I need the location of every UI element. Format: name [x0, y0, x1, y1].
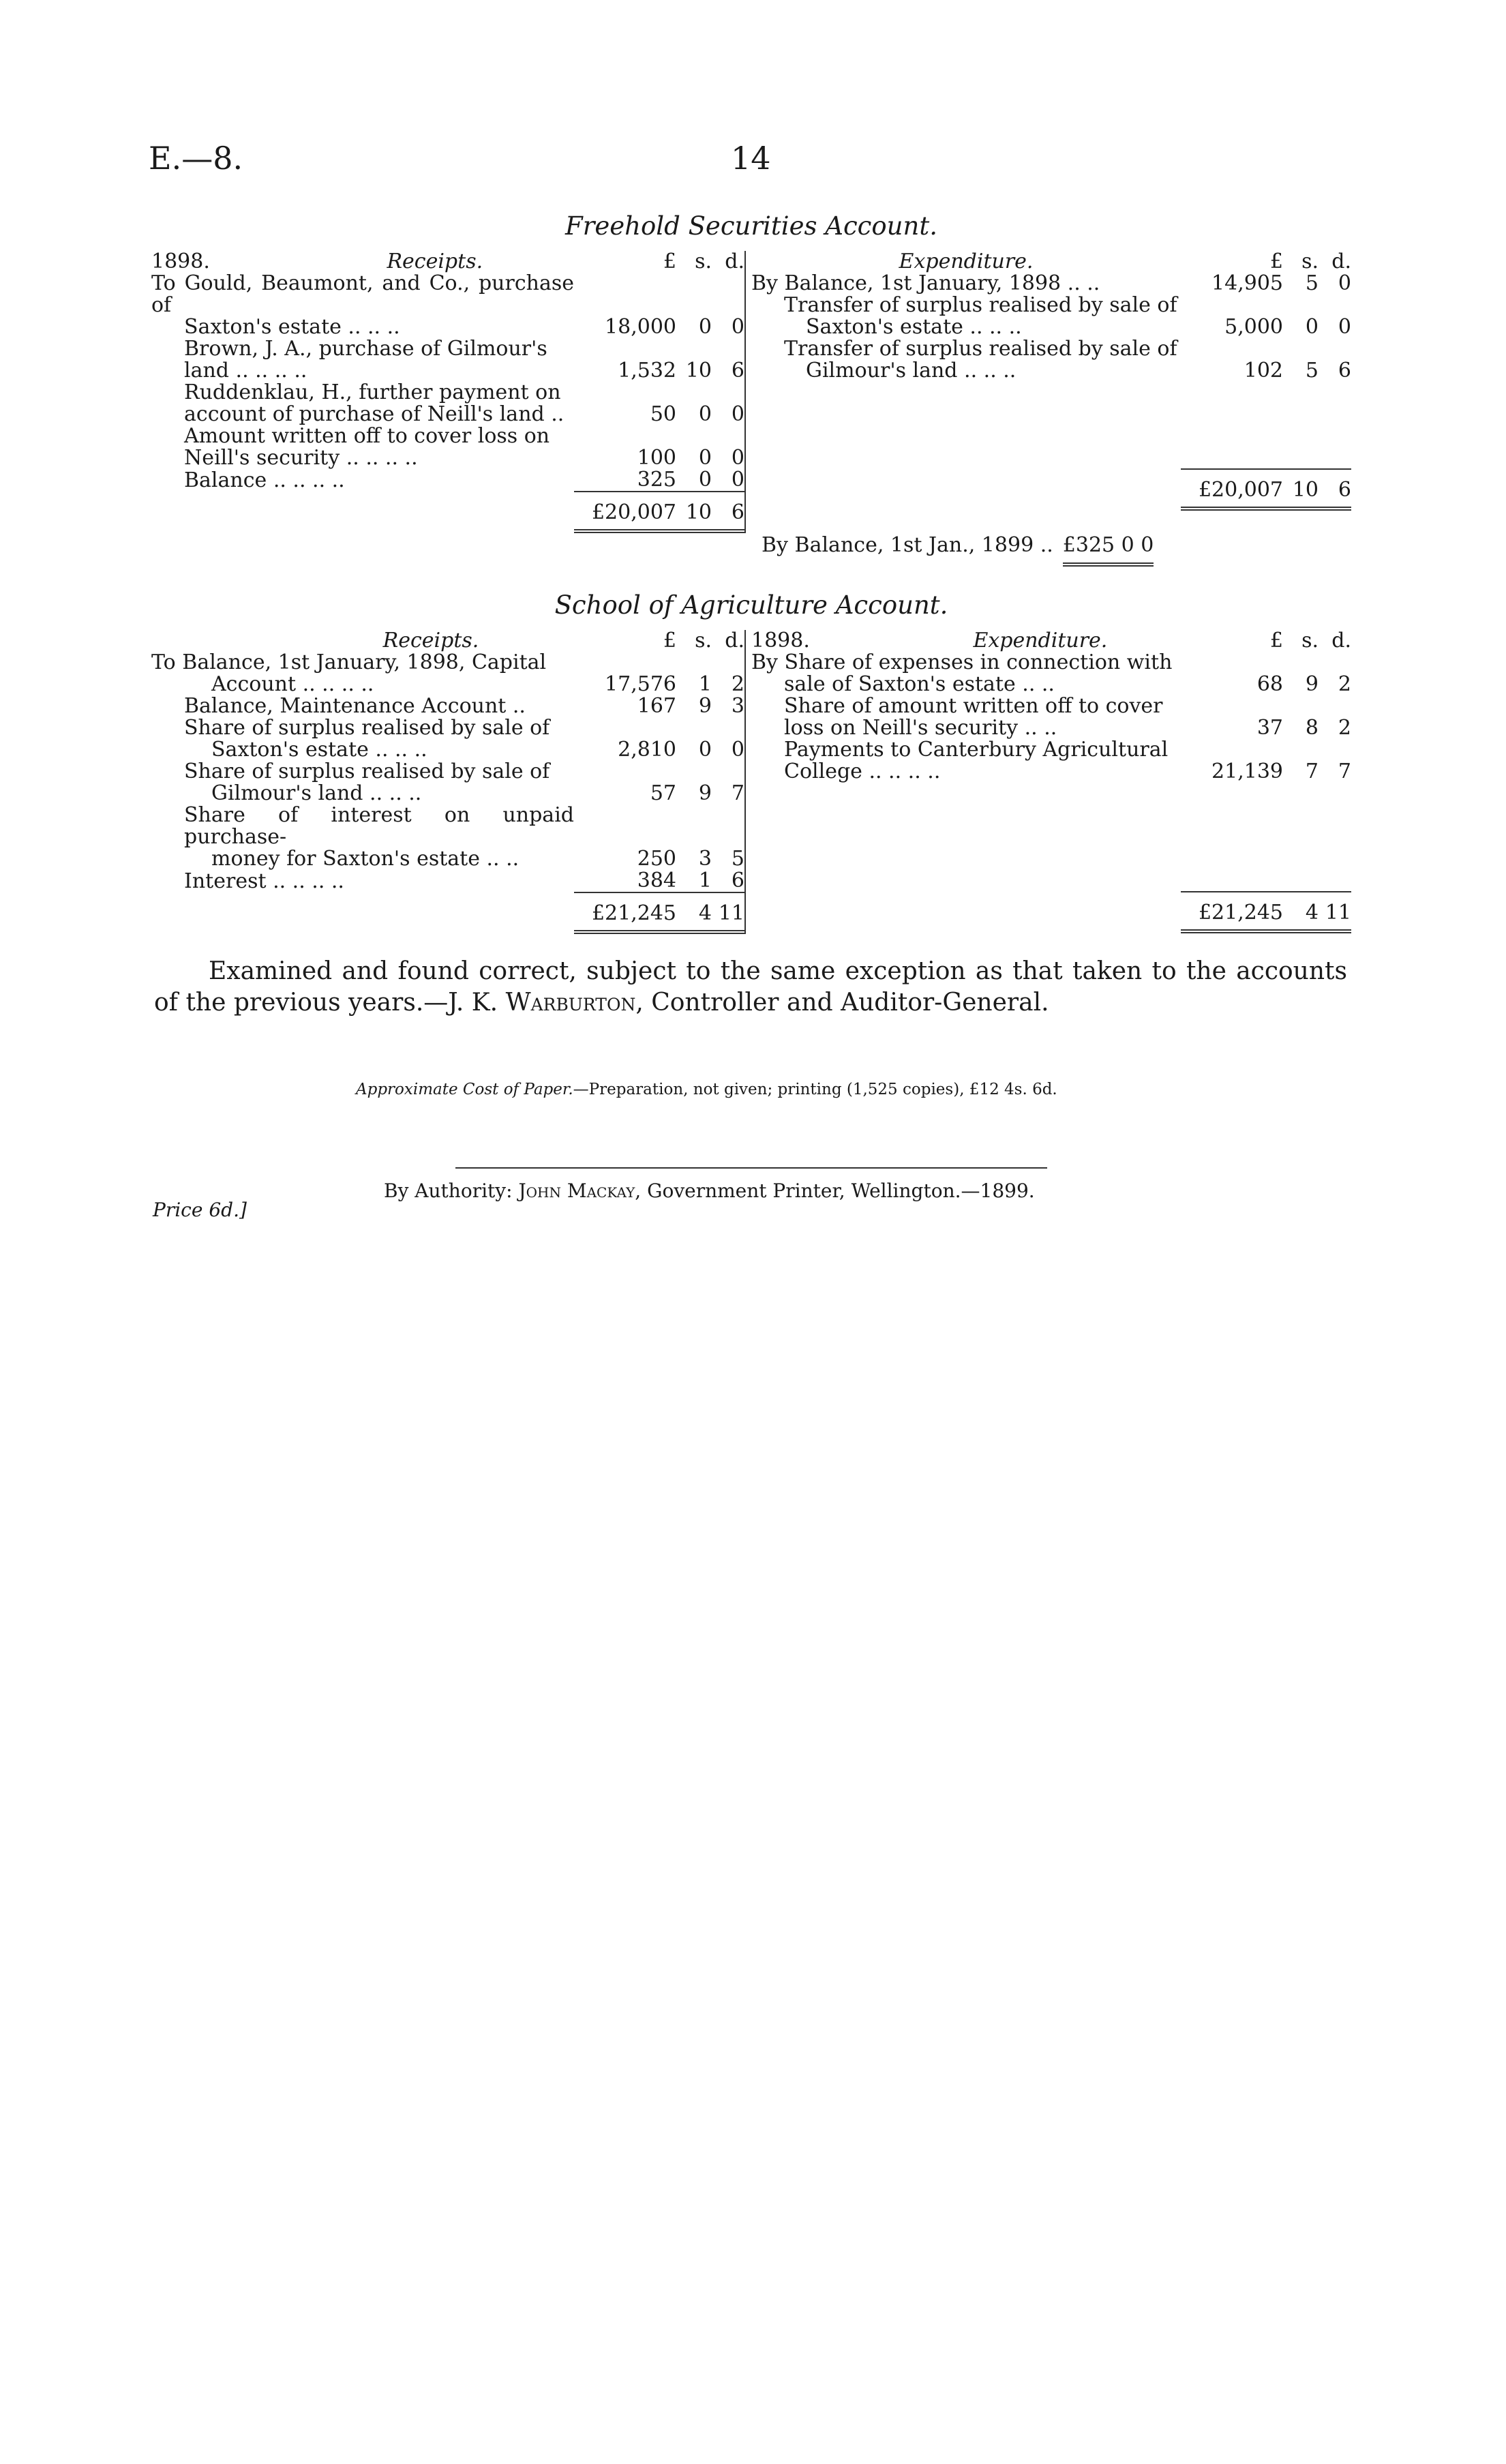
table-row: money for Saxton's estate .. .. 250 3 5	[211, 847, 744, 871]
table-row: Saxton's estate .. .. .. 5,000 0 0	[806, 315, 1351, 339]
table-row: Payments to Canterbury Agricultural	[784, 738, 1169, 762]
table-row: land .. .. .. .. 1,532 10 6	[184, 359, 744, 382]
auditor-name: Warburton	[505, 989, 636, 1017]
year-label: 1898.	[751, 629, 810, 652]
audit-statement: Examined and found correct, subject to the same exception as that taken to the accounts of the previous years.—J. K. Warburton, Controller and Auditor-General.	[154, 957, 1347, 1017]
expenditure-side	[751, 251, 1351, 511]
table-row: Gilmour's land .. .. .. 57 9 7	[211, 781, 744, 805]
receipts-side	[151, 251, 746, 533]
printer-imprint: By Authority: John Mackay, Government Printer, Wellington.—1899.	[384, 1180, 1035, 1202]
table-row: Share of interest on unpaid purchase-	[184, 803, 574, 849]
table-row: loss on Neill's security .. .. 37 8 2	[784, 716, 1351, 740]
table-row: By Balance, 1st January, 1898 .. .. 14,905 5 0	[751, 271, 1351, 295]
table-row: By Share of expenses in connection with	[751, 650, 1173, 674]
col-pence: d.	[725, 250, 744, 273]
receipts-side	[151, 630, 746, 934]
table-row: College .. .. .. .. 21,139 7 7	[784, 760, 1351, 783]
carried-balance: By Balance, 1st Jan., 1899 .. £325 0 0	[762, 533, 1154, 567]
table-row: To Gould, Beaumont, and Co., purchase of	[151, 271, 574, 317]
receipts-table	[151, 251, 744, 533]
freehold-securities-account	[151, 211, 1351, 580]
receipts-table: Receipts. £ s. d. To Balance, 1st January, 1898, Capital Account .. .. .. .. 17,576 1 2 Balance, Maintenance Account .. 167 9 3 Share of surplus realised by sale of Saxton's estate .. .. .. 2,810 0 0 Share of surplus realised by sale of Gilmour's land .. .. .. 57 9 7 Share of interest on unpaid purchase- money for Saxton's estate .. .. 250 3 5 Interest .. .. .. .. 384 1 6 £21,245 4 11	[151, 630, 744, 934]
price-label: Price 6d.]	[153, 1199, 247, 1221]
table-row: account of purchase of Neill's land .. 50 0 0	[184, 402, 744, 426]
table-row: sale of Saxton's estate .. .. 68 9 2	[784, 672, 1351, 696]
col-pounds: £	[663, 250, 676, 273]
cost-note: Approximate Cost of Paper.—Preparation, not given; printing (1,525 copies), £12 4s. 6d.	[356, 1081, 1057, 1098]
table-row: Saxton's estate .. .. .. 18,000 0 0	[184, 315, 744, 339]
table-row: Share of amount written off to cover	[784, 694, 1163, 718]
account-title: Freehold Securities Account.	[565, 211, 937, 241]
table-row: Transfer of surplus realised by sale of	[784, 337, 1177, 361]
table-row: Interest .. .. .. .. 384 1 6	[184, 869, 744, 893]
total-row: £21,245 4 11	[751, 892, 1351, 933]
table-row: Share of surplus realised by sale of	[184, 716, 550, 740]
page-reference: E.—8.	[149, 140, 243, 177]
table-row: Balance, Maintenance Account .. 167 9 3	[184, 694, 744, 718]
table-row: Neill's security .. .. .. .. 100 0 0	[184, 446, 744, 470]
table-row: Ruddenklau, H., further payment on	[184, 380, 561, 404]
expenditure-heading: Expenditure.	[899, 250, 1034, 273]
table-row: Brown, J. A., purchase of Gilmour's	[184, 337, 547, 361]
table-row: To Balance, 1st January, 1898, Capital	[151, 650, 547, 674]
divider	[455, 1167, 1047, 1169]
table-row: Account .. .. .. .. 17,576 1 2	[211, 672, 744, 696]
school-of-agriculture-account	[151, 590, 1351, 945]
receipts-heading: 1898. Receipts.	[151, 250, 483, 273]
table-row: Gilmour's land .. .. .. 102 5 6	[806, 359, 1351, 382]
page-number: 14	[731, 140, 771, 177]
total-row: £21,245 4 11	[151, 892, 744, 934]
account-title: School of Agriculture Account.	[554, 590, 948, 620]
table-row: Balance .. .. .. .. 325 0 0	[184, 468, 744, 492]
expenditure-heading: 1898. Expenditure.	[751, 629, 1108, 652]
total-row: £20,007 10 6	[151, 492, 744, 533]
col-shillings: s.	[695, 250, 712, 273]
table-row: Amount written off to cover loss on	[184, 424, 550, 448]
receipts-heading: Receipts.	[382, 629, 479, 652]
table-row: Saxton's estate .. .. .. 2,810 0 0	[211, 738, 744, 762]
year-label: 1898.	[151, 250, 210, 273]
table-row: Share of surplus realised by sale of	[184, 760, 550, 783]
expenditure-table: Expenditure. £ s. d. By Balance, 1st January, 1898 .. .. 14,905 5 0 Transfer of surplus realised by sale of Saxton's estate .. .. .. 5,000 0 0 Transfer of surplus realised by sale of Gilmour's land .. .. .. 102 5 6 £20,007 10 6	[751, 251, 1351, 511]
expenditure-side	[751, 630, 1351, 933]
total-row: £20,007 10 6	[751, 469, 1351, 511]
expenditure-table: 1898. Expenditure. £ s. d. By Share of expenses in connection with sale of Saxton's estate .. .. 68 9 2 Share of amount written off to cover loss on Neill's security .. .. 37 8 2 Payments to Canterbury Agricultural College .. .. .. .. 21,139 7 7 £21,245 4 11	[751, 630, 1351, 933]
table-row: Transfer of surplus realised by sale of	[784, 293, 1177, 317]
